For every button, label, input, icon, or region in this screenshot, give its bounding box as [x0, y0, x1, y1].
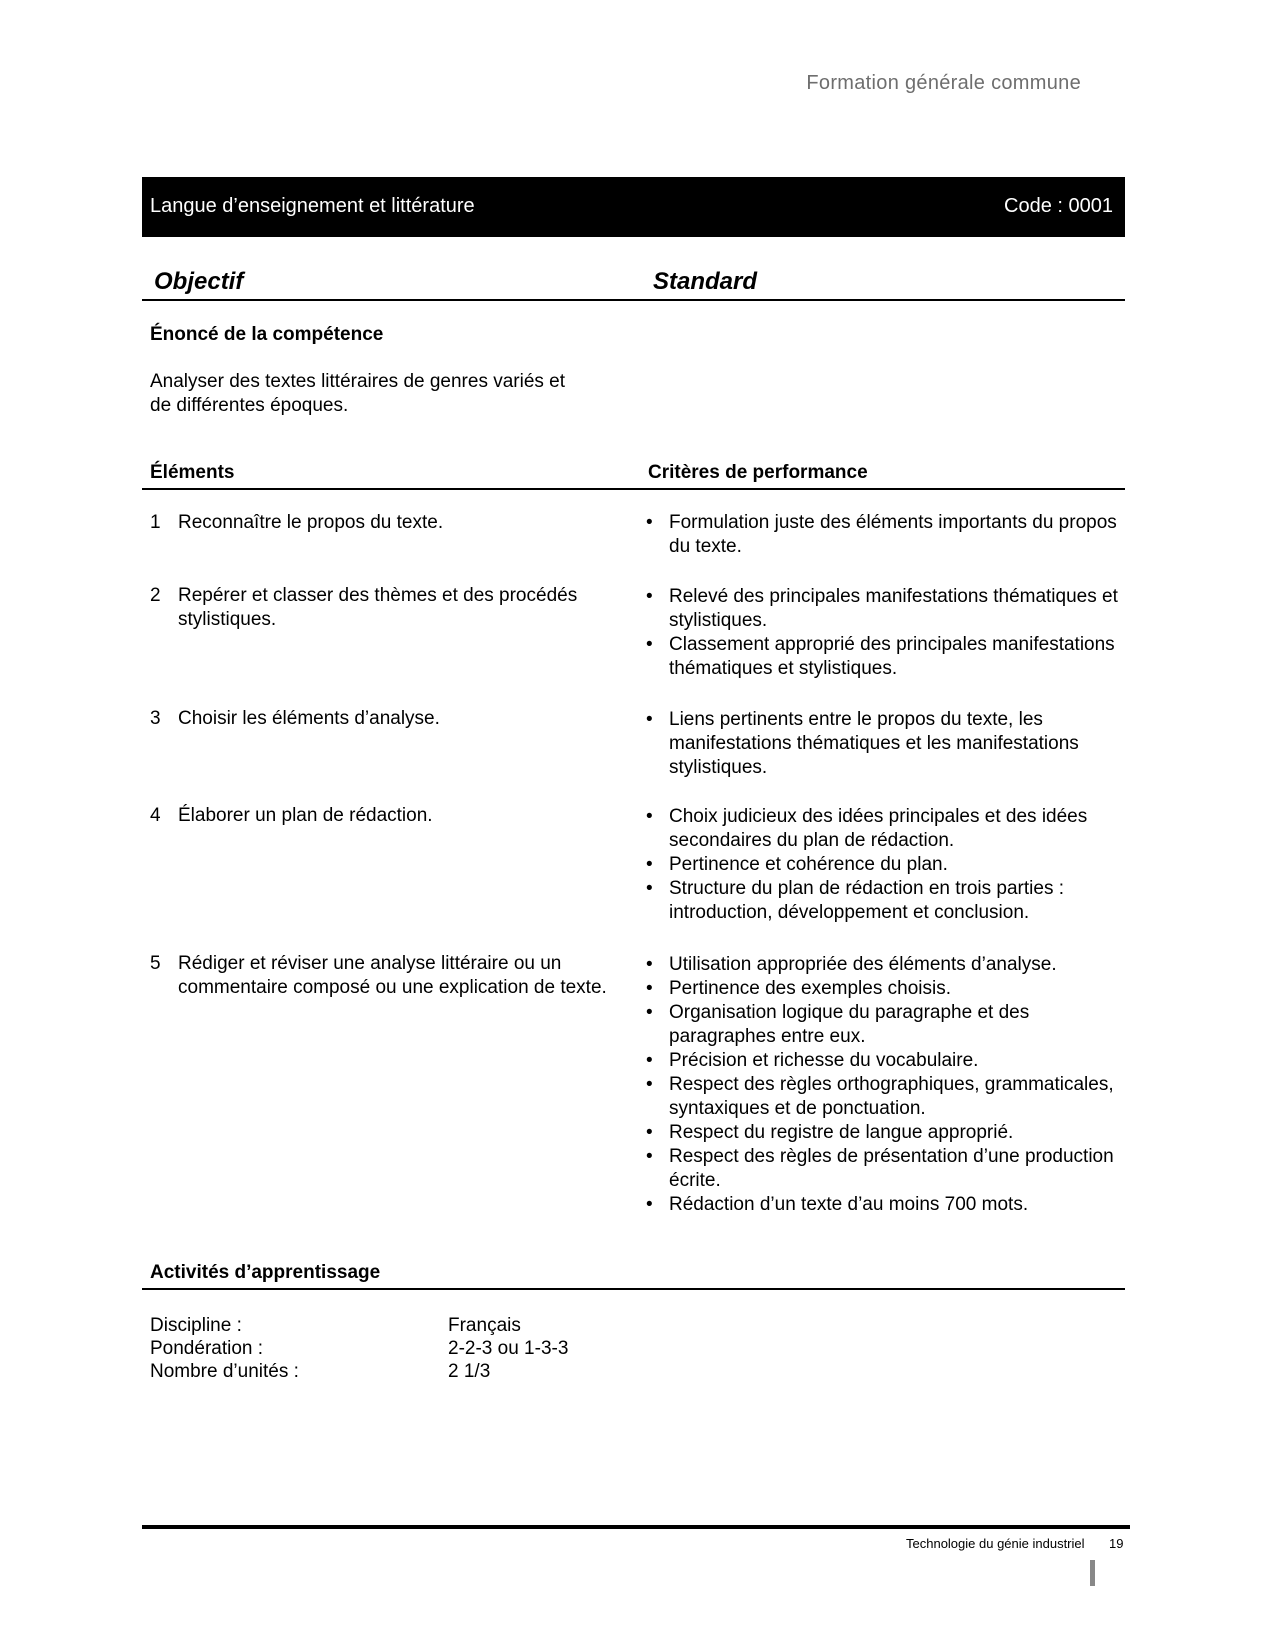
criteria-heading: Critères de performance: [648, 462, 868, 483]
criteria-item: • Relevé des principales manifestations thématiques et stylistiques.: [646, 586, 1118, 631]
criteria-item: • Structure du plan de rédaction en trois parties : introduction, développement et conclusion.: [646, 878, 1065, 923]
bullet-icon: •: [646, 586, 653, 607]
criteria-item: • Choix judicieux des idées principales et des idées secondaires du plan de rédaction.: [646, 806, 1088, 851]
criteria-item: • Classement approprié des principales manifestations thématiques et stylistiques.: [646, 634, 1115, 679]
bullet-icon: •: [646, 978, 653, 999]
bullet-icon: •: [646, 954, 653, 975]
criteria-item: • Respect des règles de présentation d’une production écrite.: [646, 1146, 1114, 1191]
element-row: [150, 584, 620, 632]
bullet-icon: •: [646, 1146, 653, 1167]
bullet-icon: •: [646, 878, 653, 899]
footer-marker: [1090, 1560, 1095, 1586]
criteria-item: • Respect du registre de langue approprié.: [646, 1122, 1014, 1143]
running-header: Formation générale commune: [806, 72, 1081, 94]
discipline-label: Discipline :: [150, 1315, 242, 1336]
weighting-label: Pondération :: [150, 1338, 264, 1359]
element-row: [150, 952, 620, 1000]
criteria-list: [643, 708, 1123, 780]
element-text: Rédiger et réviser une analyse littéraire ou un commentaire composé ou une explication de texte.: [178, 953, 607, 998]
criteria-item: • Pertinence des exemples choisis.: [646, 978, 951, 999]
element-number: 4: [150, 805, 161, 826]
criteria-list: [643, 585, 1123, 681]
activities-heading: Activités d’apprentissage: [150, 1262, 381, 1283]
criteria-item: • Rédaction d’un texte d’au moins 700 mots.: [646, 1194, 1029, 1215]
element-text: Reconnaître le propos du texte.: [178, 512, 444, 533]
discipline-value: Français: [448, 1315, 521, 1336]
bullet-icon: •: [646, 1050, 653, 1071]
bullet-icon: •: [646, 1194, 653, 1215]
units-label: Nombre d’unités :: [150, 1361, 299, 1382]
competence-heading: Énoncé de la compétence: [150, 324, 384, 345]
objective-heading: Objectif: [154, 268, 244, 295]
criteria-item: • Liens pertinents entre le propos du texte, les manifestations thématiques et les manifestations stylistiques.: [646, 709, 1079, 778]
criteria-list: [643, 953, 1123, 1217]
bullet-icon: •: [646, 854, 653, 875]
element-text: Choisir les éléments d’analyse.: [178, 708, 440, 729]
bullet-icon: •: [646, 634, 653, 655]
bullet-icon: •: [646, 1002, 653, 1023]
criteria-item: • Pertinence et cohérence du plan.: [646, 854, 948, 875]
criteria-item: • Utilisation appropriée des éléments d’analyse.: [646, 954, 1057, 975]
activities-rule: [142, 1288, 1125, 1290]
units-value: 2 1/3: [448, 1361, 491, 1382]
standard-heading: Standard: [653, 268, 758, 295]
bullet-icon: •: [646, 806, 653, 827]
course-code: Code : 0001: [1004, 195, 1113, 217]
bullet-icon: •: [646, 512, 653, 533]
element-number: 5: [150, 953, 161, 974]
criteria-item: • Organisation logique du paragraphe et des paragraphes entre eux.: [646, 1002, 1030, 1047]
footer-rule: [142, 1525, 1130, 1529]
element-number: 1: [150, 512, 161, 533]
element-number: 3: [150, 708, 161, 729]
criteria-item: • Précision et richesse du vocabulaire.: [646, 1050, 979, 1071]
page-number: 19: [1109, 1536, 1124, 1551]
criteria-list: [643, 805, 1123, 925]
element-row: [150, 511, 620, 535]
criteria-item: • Formulation juste des éléments importants du propos du texte.: [646, 512, 1117, 557]
element-text: Repérer et classer des thèmes et des procédés stylistiques.: [178, 585, 578, 630]
table-header-rule: [142, 488, 1125, 490]
bullet-icon: •: [646, 1074, 653, 1095]
bullet-icon: •: [646, 1122, 653, 1143]
element-row: [150, 707, 620, 731]
course-title-bar: [142, 177, 1125, 237]
footer-program: Technologie du génie industriel: [906, 1536, 1085, 1551]
criteria-item: • Respect des règles orthographiques, grammaticales, syntaxiques et de ponctuation.: [646, 1074, 1114, 1119]
element-row: [150, 804, 620, 828]
competence-line-2: de différentes époques.: [150, 395, 349, 416]
weighting-value: 2-2-3 ou 1-3-3: [448, 1338, 569, 1359]
header-rule: [142, 299, 1125, 301]
course-title: Langue d’enseignement et littérature: [150, 195, 475, 217]
bullet-icon: •: [646, 709, 653, 730]
competence-line-1: Analyser des textes littéraires de genres variés et: [150, 371, 566, 392]
element-number: 2: [150, 585, 161, 606]
element-text: Élaborer un plan de rédaction.: [178, 805, 433, 826]
competence-statement: [150, 370, 620, 418]
elements-heading: Éléments: [150, 462, 235, 483]
criteria-list: [643, 511, 1123, 559]
